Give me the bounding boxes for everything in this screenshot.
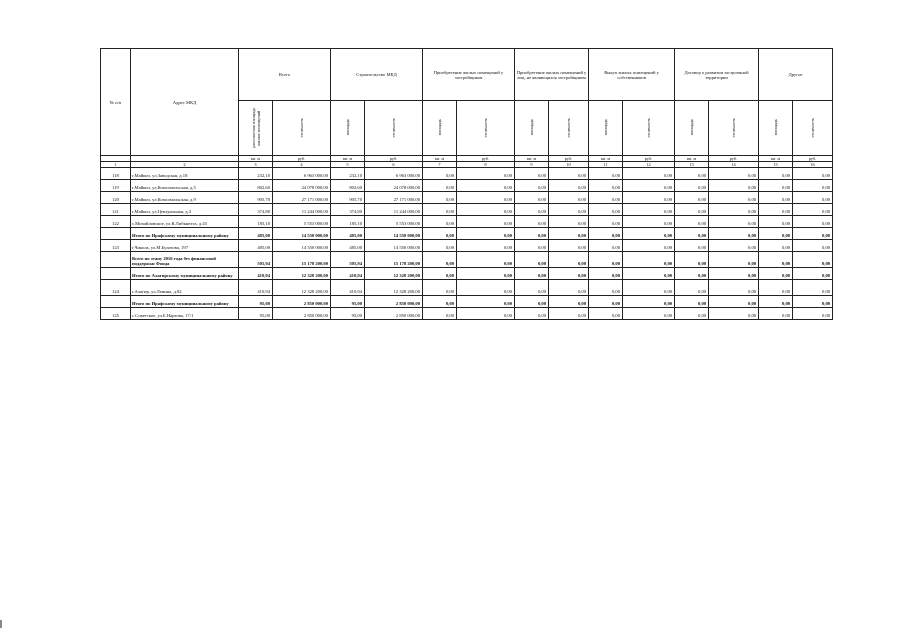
value-cell: 0,00 (709, 216, 759, 228)
address-cell: г.Алагир, ул.Ленина, д.82 (131, 280, 239, 296)
value-cell: 0,00 (457, 308, 515, 320)
value-cell: 0,00 (549, 240, 589, 252)
units-cell: руб. (549, 156, 589, 162)
value-cell: 0,00 (515, 228, 549, 240)
value-cell: 0,00 (709, 308, 759, 320)
row-number: 121 (101, 204, 131, 216)
value-cell: 0,00 (457, 240, 515, 252)
address-cell: Итого по Ирафскому муниципальному району (131, 228, 239, 240)
table-row (101, 204, 833, 216)
row-number: 118 (101, 168, 131, 180)
header-sub-label: стоимость (391, 117, 397, 138)
value-cell: 802,60 (331, 180, 365, 192)
value-cell: 0,00 (423, 228, 457, 240)
units-cell: кв. м (759, 156, 793, 162)
value-cell: 0,00 (793, 268, 833, 280)
table-row (101, 180, 833, 192)
value-cell: 0,00 (549, 168, 589, 180)
value-cell: 0,00 (793, 308, 833, 320)
address-cell: с.Михайловское, ул.К.Либкнехта, д.43 (131, 216, 239, 228)
value-cell: 12 328 200,00 (365, 280, 423, 296)
header-sub-cell (457, 101, 515, 156)
value-cell: 0,00 (423, 296, 457, 308)
value-cell: 0,00 (589, 216, 623, 228)
value-cell: 0,00 (675, 168, 709, 180)
value-cell: 0,00 (675, 180, 709, 192)
value-cell: 0,00 (515, 240, 549, 252)
header-sub-cell (515, 101, 549, 156)
value-cell: 0,00 (549, 308, 589, 320)
column-number: 2 (131, 162, 239, 168)
column-number: 1 (101, 162, 131, 168)
total-row (101, 252, 833, 268)
table-row (101, 216, 833, 228)
value-cell: 27 171 000,00 (273, 192, 331, 204)
value-cell: 232,10 (331, 168, 365, 180)
header-sub-cell (793, 101, 833, 156)
value-cell: 0,00 (589, 204, 623, 216)
header-sub-label: площадь (345, 119, 351, 136)
value-cell: 185,10 (239, 216, 273, 228)
value-cell: 0,00 (675, 252, 709, 268)
value-cell: 0,00 (709, 168, 759, 180)
value-cell: 0,00 (457, 296, 515, 308)
value-cell: 95,00 (331, 296, 365, 308)
value-cell: 0,00 (589, 308, 623, 320)
header-sub-cell (623, 101, 675, 156)
value-cell: 0,00 (549, 268, 589, 280)
address-cell: Итого по Алагирскому муниципальному району (131, 268, 239, 280)
units-cell: кв. м (675, 156, 709, 162)
header-sub-label: площадь (773, 119, 779, 136)
value-cell: 0,00 (589, 240, 623, 252)
value-cell: 0,00 (793, 280, 833, 296)
address-cell: г.Чикола, ул.М.Булатова, 197 (131, 240, 239, 252)
value-cell: 0,00 (709, 204, 759, 216)
value-cell: 0,00 (423, 280, 457, 296)
value-cell: 374,80 (239, 204, 273, 216)
row-number: 123 (101, 240, 131, 252)
value-cell: 6 963 000,00 (273, 168, 331, 180)
value-cell: 95,00 (239, 308, 273, 320)
value-cell: 0,00 (423, 268, 457, 280)
value-cell: 0,00 (423, 308, 457, 320)
value-cell: 485,00 (239, 240, 273, 252)
value-cell: 15 178 200,00 (365, 252, 423, 268)
value-cell: 11 244 000,00 (273, 204, 331, 216)
value-cell: 0,00 (759, 192, 793, 204)
header-sub-cell (273, 101, 331, 156)
header-sub-cell (365, 101, 423, 156)
value-cell: 0,00 (423, 204, 457, 216)
row-number: 122 (101, 216, 131, 228)
header-sub-cell (423, 101, 457, 156)
row-number (101, 268, 131, 280)
value-cell: 0,00 (709, 228, 759, 240)
value-cell: 0,00 (675, 308, 709, 320)
value-cell: 0,00 (793, 168, 833, 180)
column-number: 13 (675, 162, 709, 168)
header-sub-label: стоимость (731, 117, 737, 138)
value-cell: 0,00 (623, 228, 675, 240)
header-sub-label: площадь (689, 119, 695, 136)
value-cell: 0,00 (623, 192, 675, 204)
units-cell: кв. м (423, 156, 457, 162)
row-number (101, 296, 131, 308)
column-number: 9 (515, 162, 549, 168)
value-cell: 14 550 000,00 (365, 240, 423, 252)
units-cell: руб. (273, 156, 331, 162)
header-address: Адрес МКД (131, 49, 239, 156)
value-cell: 485,00 (331, 240, 365, 252)
value-cell: 14 550 000,00 (365, 228, 423, 240)
header-sub-label: стоимость (810, 117, 816, 138)
table-row (101, 280, 833, 296)
value-cell: 12 328 200,00 (273, 268, 331, 280)
value-cell: 0,00 (623, 180, 675, 192)
header-sub-cell (675, 101, 709, 156)
value-cell: 0,00 (423, 168, 457, 180)
value-cell: 485,00 (239, 228, 273, 240)
value-cell: 232,10 (239, 168, 273, 180)
value-cell: 24 078 000,00 (273, 180, 331, 192)
value-cell: 0,00 (515, 252, 549, 268)
value-cell: 0,00 (793, 204, 833, 216)
row-number: 120 (101, 192, 131, 204)
value-cell: 0,00 (423, 180, 457, 192)
total-row (101, 228, 833, 240)
scan-artifact (0, 620, 2, 628)
value-cell: 2 850 000,00 (273, 308, 331, 320)
value-cell: 0,00 (675, 216, 709, 228)
row-number (101, 252, 131, 268)
value-cell: 410,94 (239, 268, 273, 280)
header-group: Всего (239, 49, 331, 101)
header-num: № п/п (101, 49, 131, 156)
value-cell: 5 553 000,00 (273, 216, 331, 228)
value-cell: 95,00 (239, 296, 273, 308)
value-cell: 0,00 (759, 240, 793, 252)
header-sub-label: площадь (437, 119, 443, 136)
header-sub-label: стоимость (483, 117, 489, 138)
value-cell: 0,00 (589, 168, 623, 180)
value-cell: 0,00 (457, 268, 515, 280)
table-row (101, 240, 833, 252)
value-cell: 0,00 (793, 296, 833, 308)
value-cell: 0,00 (709, 296, 759, 308)
column-number: 7 (423, 162, 457, 168)
header-sub-label: стоимость (299, 117, 304, 138)
value-cell: 0,00 (759, 168, 793, 180)
value-cell: 0,00 (709, 192, 759, 204)
column-number: 11 (589, 162, 623, 168)
header-group: Выкуп жилых помещений у собственников (589, 49, 675, 101)
units-cell: руб. (365, 156, 423, 162)
value-cell: 0,00 (589, 228, 623, 240)
value-cell: 0,00 (675, 228, 709, 240)
value-cell: 374,80 (331, 204, 365, 216)
value-cell: 0,00 (515, 180, 549, 192)
units-cell: руб. (623, 156, 675, 162)
value-cell: 0,00 (457, 228, 515, 240)
value-cell: 0,00 (515, 192, 549, 204)
value-cell: 0,00 (515, 296, 549, 308)
header-sub-label: расселяемая площадь жилых помещений (250, 107, 261, 148)
header-sub-label: площадь (603, 119, 609, 136)
value-cell: 0,00 (675, 296, 709, 308)
row-number: 125 (101, 308, 131, 320)
value-cell: 0,00 (549, 228, 589, 240)
row-number (101, 228, 131, 240)
value-cell: 0,00 (759, 268, 793, 280)
column-number: 6 (365, 162, 423, 168)
value-cell: 0,00 (623, 308, 675, 320)
value-cell: 0,00 (759, 296, 793, 308)
header-sub-label: стоимость (566, 117, 572, 138)
column-number: 5 (331, 162, 365, 168)
value-cell: 0,00 (589, 192, 623, 204)
value-cell: 0,00 (623, 168, 675, 180)
header-sub-cell (589, 101, 623, 156)
value-cell: 0,00 (709, 240, 759, 252)
value-cell: 0,00 (793, 252, 833, 268)
value-cell: 0,00 (623, 280, 675, 296)
value-cell: 0,00 (675, 240, 709, 252)
value-cell: 0,00 (457, 204, 515, 216)
units-cell: руб. (457, 156, 515, 162)
value-cell: 12 328 200,00 (365, 268, 423, 280)
header-group: Другое (759, 49, 833, 101)
value-cell: 15 178 200,00 (273, 252, 331, 268)
value-cell: 0,00 (515, 168, 549, 180)
value-cell: 0,00 (623, 216, 675, 228)
value-cell: 12 328 200,00 (273, 280, 331, 296)
row-number: 124 (101, 280, 131, 296)
value-cell: 0,00 (457, 216, 515, 228)
value-cell: 5 553 000,00 (365, 216, 423, 228)
header-group: Приобретение жилых помещений у лиц, не являющихся застройщиком (515, 49, 589, 101)
header-sub-cell (239, 101, 273, 156)
value-cell: 0,00 (515, 268, 549, 280)
header-sub-cell (331, 101, 365, 156)
units-cell: кв. м (239, 156, 273, 162)
value-cell: 905,70 (331, 192, 365, 204)
value-cell: 410,94 (239, 280, 273, 296)
value-cell: 24 078 000,00 (365, 180, 423, 192)
value-cell: 27 171 000,00 (365, 192, 423, 204)
column-number: 4 (273, 162, 331, 168)
value-cell: 0,00 (423, 252, 457, 268)
header-sub-label: стоимость (646, 117, 652, 138)
value-cell: 0,00 (423, 216, 457, 228)
value-cell: 14 550 000,00 (273, 228, 331, 240)
address-cell: Итого по Ирафскому муниципальному району (131, 296, 239, 308)
address-cell: с.Советское, ул.Б.Нартова, 17/1 (131, 308, 239, 320)
column-number: 3 (239, 162, 273, 168)
value-cell: 0,00 (589, 180, 623, 192)
value-cell: 0,00 (675, 192, 709, 204)
value-cell: 0,00 (793, 192, 833, 204)
value-cell: 485,00 (331, 228, 365, 240)
value-cell: 0,00 (589, 252, 623, 268)
table-row (101, 168, 833, 180)
column-number: 14 (709, 162, 759, 168)
value-cell: 0,00 (549, 280, 589, 296)
address-cell: г.Майкоп, ул.Комсомольская, д.9 (131, 192, 239, 204)
value-cell: 0,00 (759, 280, 793, 296)
value-cell: 0,00 (423, 240, 457, 252)
header-sub-cell (549, 101, 589, 156)
column-number: 16 (793, 162, 833, 168)
address-cell: г.Майкоп, ул.Центральная, д.3 (131, 204, 239, 216)
column-number: 8 (457, 162, 515, 168)
address-cell: г.Майкоп, ул.Заводская, д.18 (131, 168, 239, 180)
value-cell: 0,00 (515, 280, 549, 296)
address-cell: г.Майкоп, ул.Комсомольская, д.5 (131, 180, 239, 192)
value-cell: 0,00 (675, 268, 709, 280)
value-cell: 0,00 (623, 240, 675, 252)
address-cell: Всего по этапу 2016 года без финансовой поддержки Фонда (131, 252, 239, 268)
column-number: 12 (623, 162, 675, 168)
value-cell: 0,00 (623, 252, 675, 268)
value-cell: 0,00 (793, 240, 833, 252)
value-cell: 0,00 (759, 252, 793, 268)
header-group: Строительство МКД (331, 49, 423, 101)
value-cell: 0,00 (623, 204, 675, 216)
units-cell: кв. м (515, 156, 549, 162)
value-cell: 0,00 (623, 268, 675, 280)
value-cell: 0,00 (549, 192, 589, 204)
value-cell: 0,00 (549, 204, 589, 216)
value-cell: 6 963 000,00 (365, 168, 423, 180)
header-row-groups (101, 49, 833, 101)
value-cell: 0,00 (793, 228, 833, 240)
value-cell: 0,00 (457, 168, 515, 180)
value-cell: 0,00 (759, 180, 793, 192)
value-cell: 410,94 (331, 268, 365, 280)
value-cell: 0,00 (675, 204, 709, 216)
value-cell: 0,00 (457, 280, 515, 296)
header-group: Договор о развитии застроенной территории (675, 49, 759, 101)
units-cell: руб. (793, 156, 833, 162)
value-cell: 0,00 (457, 192, 515, 204)
value-cell: 0,00 (549, 296, 589, 308)
value-cell: 0,00 (549, 216, 589, 228)
table-row (101, 192, 833, 204)
value-cell: 0,00 (759, 228, 793, 240)
value-cell: 0,00 (589, 280, 623, 296)
table-row (101, 308, 833, 320)
value-cell: 905,70 (239, 192, 273, 204)
value-cell: 95,00 (331, 308, 365, 320)
total-row (101, 268, 833, 280)
column-number: 10 (549, 162, 589, 168)
document-sheet (100, 48, 831, 320)
value-cell: 0,00 (709, 252, 759, 268)
header-sub-cell (709, 101, 759, 156)
value-cell: 0,00 (759, 308, 793, 320)
value-cell: 0,00 (709, 280, 759, 296)
value-cell: 0,00 (515, 308, 549, 320)
value-cell: 0,00 (457, 252, 515, 268)
row-number: 119 (101, 180, 131, 192)
header-sub-label: площадь (529, 119, 535, 136)
value-cell: 0,00 (549, 180, 589, 192)
value-cell: 0,00 (457, 180, 515, 192)
value-cell: 505,94 (331, 252, 365, 268)
value-cell: 14 550 000,00 (273, 240, 331, 252)
value-cell: 0,00 (515, 216, 549, 228)
value-cell: 2 850 000,00 (365, 296, 423, 308)
value-cell: 0,00 (709, 180, 759, 192)
value-cell: 0,00 (709, 268, 759, 280)
resettlement-table (100, 48, 833, 320)
value-cell: 0,00 (759, 216, 793, 228)
value-cell: 0,00 (759, 204, 793, 216)
header-group: Приобретение жилых помещений у застройщиков (423, 49, 515, 101)
value-cell: 2 850 000,00 (273, 296, 331, 308)
value-cell: 0,00 (793, 180, 833, 192)
units-cell: руб. (709, 156, 759, 162)
value-cell: 0,00 (589, 268, 623, 280)
value-cell: 802,60 (239, 180, 273, 192)
value-cell: 0,00 (589, 296, 623, 308)
value-cell: 0,00 (423, 192, 457, 204)
value-cell: 185,10 (331, 216, 365, 228)
units-cell: кв. м (331, 156, 365, 162)
value-cell: 410,94 (331, 280, 365, 296)
units-cell: кв. м (589, 156, 623, 162)
value-cell: 0,00 (675, 280, 709, 296)
column-number: 15 (759, 162, 793, 168)
value-cell: 0,00 (623, 296, 675, 308)
value-cell: 0,00 (515, 204, 549, 216)
value-cell: 505,94 (239, 252, 273, 268)
value-cell: 11 244 000,00 (365, 204, 423, 216)
total-row (101, 296, 833, 308)
value-cell: 0,00 (793, 216, 833, 228)
header-sub-cell (759, 101, 793, 156)
value-cell: 0,00 (549, 252, 589, 268)
value-cell: 2 850 000,00 (365, 308, 423, 320)
